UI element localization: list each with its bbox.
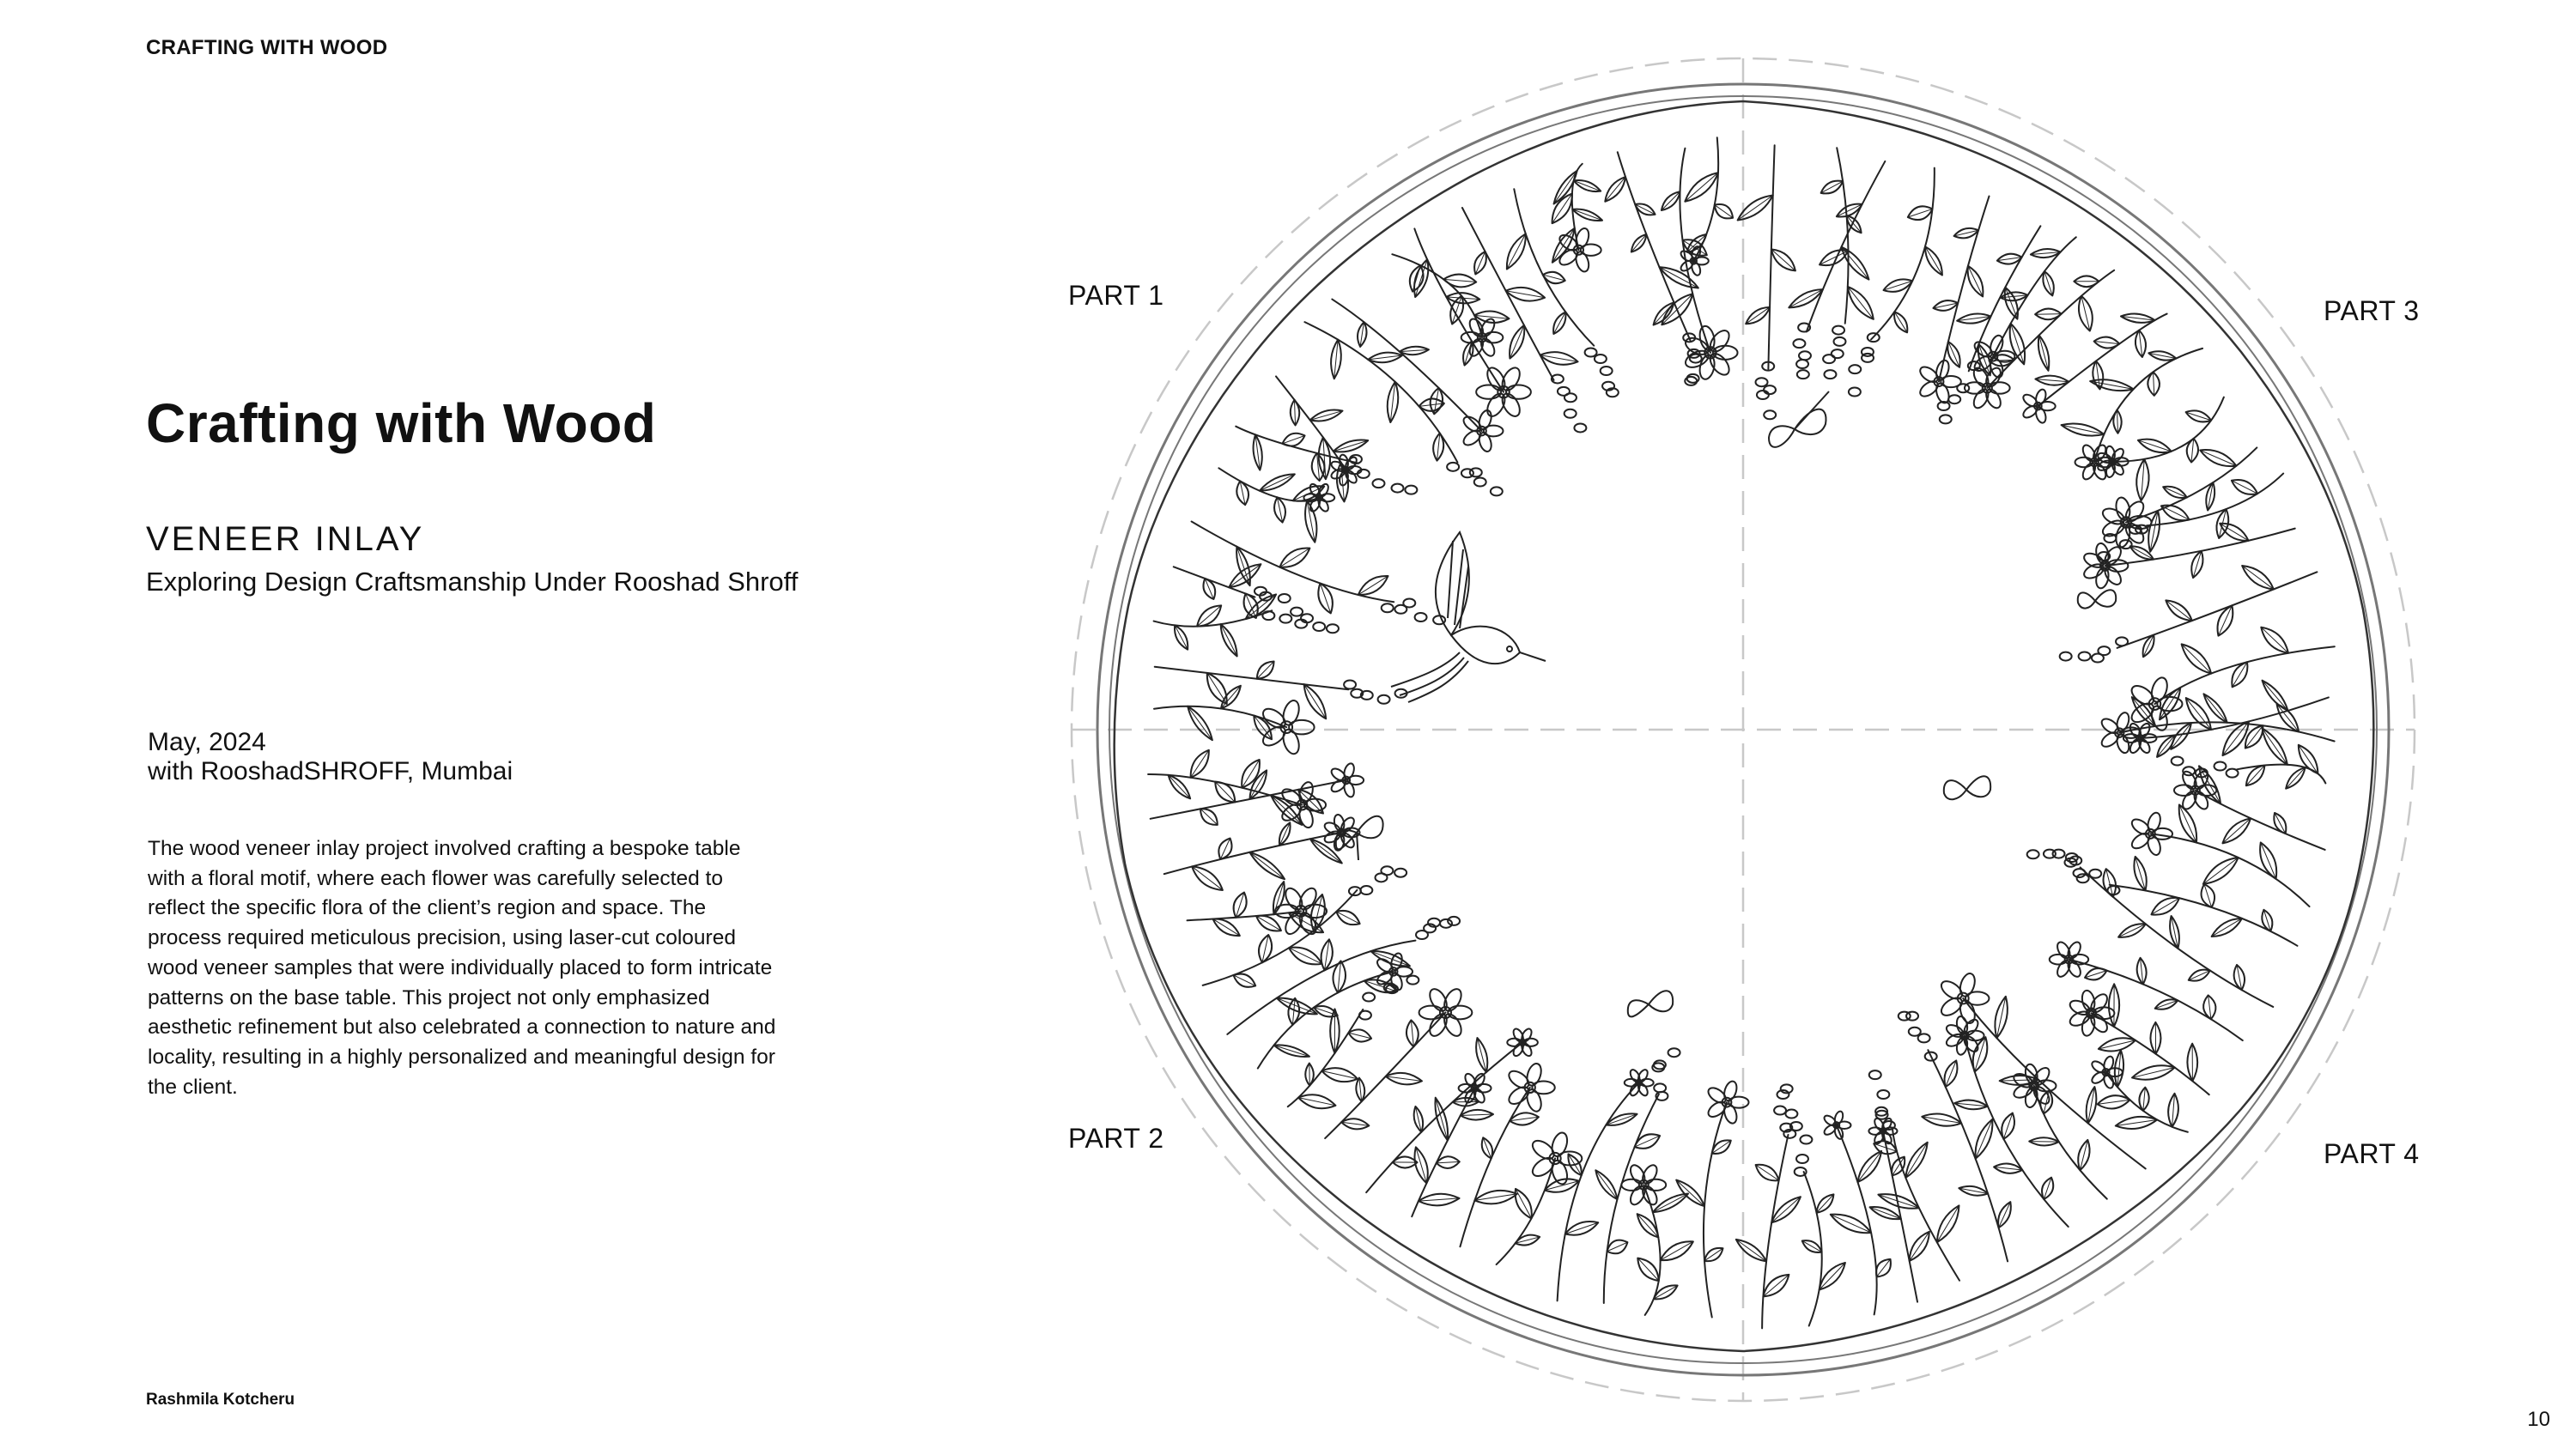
bud-shape <box>1824 370 1836 379</box>
bud-shape <box>1832 326 1844 335</box>
butterfly-icons <box>1336 391 2116 1016</box>
stem-line <box>2117 572 2318 648</box>
leaf-vein <box>1842 247 1869 280</box>
petal-shape <box>2128 737 2142 755</box>
bud-shape <box>1918 1034 1930 1042</box>
bud-shape <box>1668 1048 1680 1057</box>
bud-shape <box>1279 594 1291 603</box>
bud-shape <box>1378 695 1390 704</box>
bud-shape <box>1793 339 1805 348</box>
project-description: The wood veneer inlay project involved crafting a bespoke table with a floral motif, where each flower was carefully selected to reflect the specific flora of the client’s region and space. The process required meticulous precision, using laser-cut coloured wood veneer samples that were individually placed to form intricate patterns on the base table. This project not only emphasized aesthetic refinement but also celebrated a connection to nature and locality, resulting in a highly personalized and meaningful design for the client. <box>148 837 776 1099</box>
bud-shape <box>2116 637 2128 646</box>
bud-shape <box>1574 423 1586 432</box>
leaf-vein <box>1876 1259 1890 1277</box>
leaf-vein <box>1662 294 1692 324</box>
leaf-vein <box>1937 1205 1959 1242</box>
bud-shape <box>1764 410 1776 419</box>
bud-shape <box>1756 378 1768 386</box>
bud-shape <box>2227 769 2239 778</box>
bud-shape <box>1564 393 1577 402</box>
leaf-vein <box>1443 279 1476 282</box>
leaf-vein <box>1294 400 1295 426</box>
bud-shape <box>2079 652 2091 660</box>
leaf-vein <box>1905 1143 1927 1178</box>
bud-shape <box>1849 387 1861 396</box>
leaf-vein <box>1229 564 1261 587</box>
petal-shape <box>2137 722 2152 739</box>
bud-shape <box>2172 757 2184 766</box>
leaf-vein <box>1188 706 1212 740</box>
leaf-vein <box>2117 410 2118 433</box>
leaf-vein <box>2203 858 2239 884</box>
bud-shape <box>1785 1110 1797 1119</box>
stem-line <box>1618 152 1691 340</box>
bud-shape <box>1685 377 1697 385</box>
stem-line <box>2154 646 2334 704</box>
leaf-vein <box>1637 1214 1659 1237</box>
bud-shape <box>1403 598 1415 607</box>
petal-shape <box>2065 940 2082 961</box>
bud-shape <box>1796 360 1808 368</box>
bud-shape <box>1381 866 1393 875</box>
bud-shape <box>1799 351 1811 360</box>
project-collaborator: with RooshadSHROFF, Mumbai <box>148 757 513 785</box>
leaf-vein <box>2208 995 2211 1019</box>
bud-shape <box>1764 385 1776 394</box>
petal-shape <box>1945 1022 1965 1039</box>
petal-shape <box>1316 482 1330 499</box>
part-2-label: PART 2 <box>1068 1123 1164 1154</box>
stem-line <box>1704 1102 1727 1317</box>
bud-shape <box>1405 486 1417 494</box>
bud-shape <box>1327 624 1339 633</box>
stem-line <box>1366 1042 1522 1192</box>
bud-shape <box>1940 415 1952 423</box>
bud-shape <box>1654 1083 1666 1092</box>
leaf-vein <box>1605 177 1625 202</box>
leaf-vein <box>2286 767 2305 789</box>
petal-shape <box>1511 1041 1525 1058</box>
bud-shape <box>1313 622 1325 631</box>
header-label: CRAFTING WITH WOOD <box>146 36 388 59</box>
petal-shape <box>1637 1068 1649 1083</box>
leaf-vein <box>1736 1240 1766 1262</box>
bud-shape <box>1585 348 1597 356</box>
bud-shape <box>1564 409 1577 418</box>
part-1-label: PART 1 <box>1068 280 1164 311</box>
leaf-vein <box>2182 644 2212 673</box>
bud-shape <box>1491 487 1503 495</box>
page-number: 10 <box>2527 1408 2550 1431</box>
leaf-vein <box>2094 342 2120 344</box>
petal-shape <box>2100 506 2127 527</box>
leaf-vein <box>1595 1170 1617 1199</box>
bud-shape <box>1406 976 1419 985</box>
bud-shape <box>1877 1090 1889 1099</box>
leaf-vein <box>1260 474 1295 490</box>
stem-line <box>1762 1135 1788 1328</box>
bud-shape <box>1796 1155 1808 1163</box>
leaf-vein <box>1338 961 1341 992</box>
stem-line <box>2091 1013 2208 1094</box>
bud-shape <box>1470 468 1482 476</box>
leaf-vein <box>1554 171 1577 204</box>
bud-shape <box>1774 1106 1786 1115</box>
leaf-vein <box>1908 209 1933 217</box>
leaf-vein <box>1437 1161 1460 1162</box>
leaf-vein <box>2262 728 2287 764</box>
leaf-vein <box>2029 1142 2059 1143</box>
leaf-vein <box>2160 688 2180 719</box>
leaf-vein <box>2242 566 2274 589</box>
bud-shape <box>1869 1070 1881 1079</box>
project-date: May, 2024 <box>148 728 266 756</box>
leaf-vein <box>1653 1193 1688 1212</box>
bud-shape <box>2027 850 2039 858</box>
petal-shape <box>2055 959 2072 979</box>
leaf-vein <box>1715 205 1733 218</box>
bud-shape <box>1833 337 1845 346</box>
leaf-vein <box>1282 435 1304 443</box>
bud-shape <box>1862 354 1874 362</box>
bud-shape <box>1474 477 1486 486</box>
leaf-vein <box>1474 1194 1516 1201</box>
bud-shape <box>1291 608 1303 616</box>
stem-line <box>1939 197 1990 382</box>
stem-line <box>1497 1158 1555 1264</box>
bud-shape <box>1757 391 1769 399</box>
bud-shape <box>1372 479 1384 488</box>
bud-shape <box>1595 355 1607 363</box>
leaf-vein <box>2222 818 2251 843</box>
bud-shape <box>1382 603 1394 612</box>
stem-line <box>2038 314 2166 407</box>
petal-shape <box>1683 348 1711 371</box>
leaf-vein <box>2263 681 2288 711</box>
petal-shape <box>1628 1082 1641 1097</box>
part-3-label: PART 3 <box>2324 295 2420 326</box>
section-subtitle: VENEER INLAY <box>146 520 425 558</box>
bud-shape <box>1948 395 1960 403</box>
leaf-vein <box>1169 775 1191 798</box>
leaf-vein <box>1304 684 1327 718</box>
bud-shape <box>1360 886 1372 894</box>
leaf-vein <box>1249 852 1285 879</box>
bud-shape <box>1363 993 1375 1002</box>
stem-line <box>1276 376 1346 470</box>
leaf-vein <box>1506 291 1545 298</box>
bud-shape <box>1279 615 1291 623</box>
bud-shape <box>2092 654 2104 663</box>
bud-shape <box>1849 365 1861 373</box>
bud-shape <box>1447 463 1459 471</box>
bud-shape <box>1899 1012 1911 1021</box>
bud-shape <box>1601 367 1613 375</box>
stem-line <box>1258 972 1394 1069</box>
bud-shape <box>1392 484 1404 493</box>
section-tagline: Exploring Design Craftsmanship Under Rooshad Shroff <box>146 567 799 597</box>
leaf-vein <box>2261 627 2288 653</box>
bud-shape <box>2060 652 2072 661</box>
petal-shape <box>1873 1131 1886 1145</box>
leaf-vein <box>1820 1263 1845 1290</box>
leaf-vein <box>2143 1088 2145 1111</box>
bud-shape <box>1349 887 1361 895</box>
stem-line <box>1192 522 1394 603</box>
leaf-vein <box>2191 439 2194 463</box>
part-4-label: PART 4 <box>2324 1138 2420 1169</box>
bud-shape <box>1797 370 1809 379</box>
leaf-vein <box>2035 314 2062 315</box>
bud-shape <box>1800 1136 1812 1144</box>
bud-shape <box>2077 874 2089 882</box>
bud-shape <box>1909 1028 1921 1036</box>
leaf-vein <box>1461 1114 1493 1115</box>
bud-shape <box>2214 762 2226 771</box>
page-title: Crafting with Wood <box>146 392 657 454</box>
leaf-vein <box>1857 1151 1881 1182</box>
petal-shape <box>2082 550 2106 570</box>
leaf-vein <box>2142 459 2145 500</box>
leaf-vein <box>1292 998 1295 1025</box>
leaf-vein <box>1221 624 1237 656</box>
bud-shape <box>1823 355 1835 363</box>
leaf-vein <box>2116 1119 2157 1125</box>
stem-line <box>1871 168 1935 340</box>
stem-line <box>1188 911 1301 920</box>
bud-shape <box>1415 613 1427 621</box>
leaf-vein <box>1419 1198 1460 1201</box>
petal-shape <box>1330 459 1346 473</box>
flora-ring <box>1148 137 2335 1328</box>
floral-inlay-table-drawing <box>1065 52 2421 1408</box>
stem-line <box>1558 1082 1639 1300</box>
leaf-vein <box>1848 287 1874 319</box>
bud-shape <box>1344 680 1356 688</box>
stem-line <box>1155 667 1349 689</box>
stem-line <box>2094 349 2202 463</box>
leaf-vein <box>1411 1020 1413 1046</box>
bud-shape <box>1359 1011 1371 1020</box>
stem-line <box>1288 1009 1364 1106</box>
bud-shape <box>2044 850 2056 858</box>
bud-shape <box>1394 869 1406 877</box>
stem-line <box>1392 254 1482 337</box>
author-name: Rashmila Kotcheru <box>146 1391 295 1409</box>
petal-shape <box>2081 461 2098 481</box>
leaf-vein <box>1685 173 1718 202</box>
petal-shape <box>1520 1028 1534 1044</box>
